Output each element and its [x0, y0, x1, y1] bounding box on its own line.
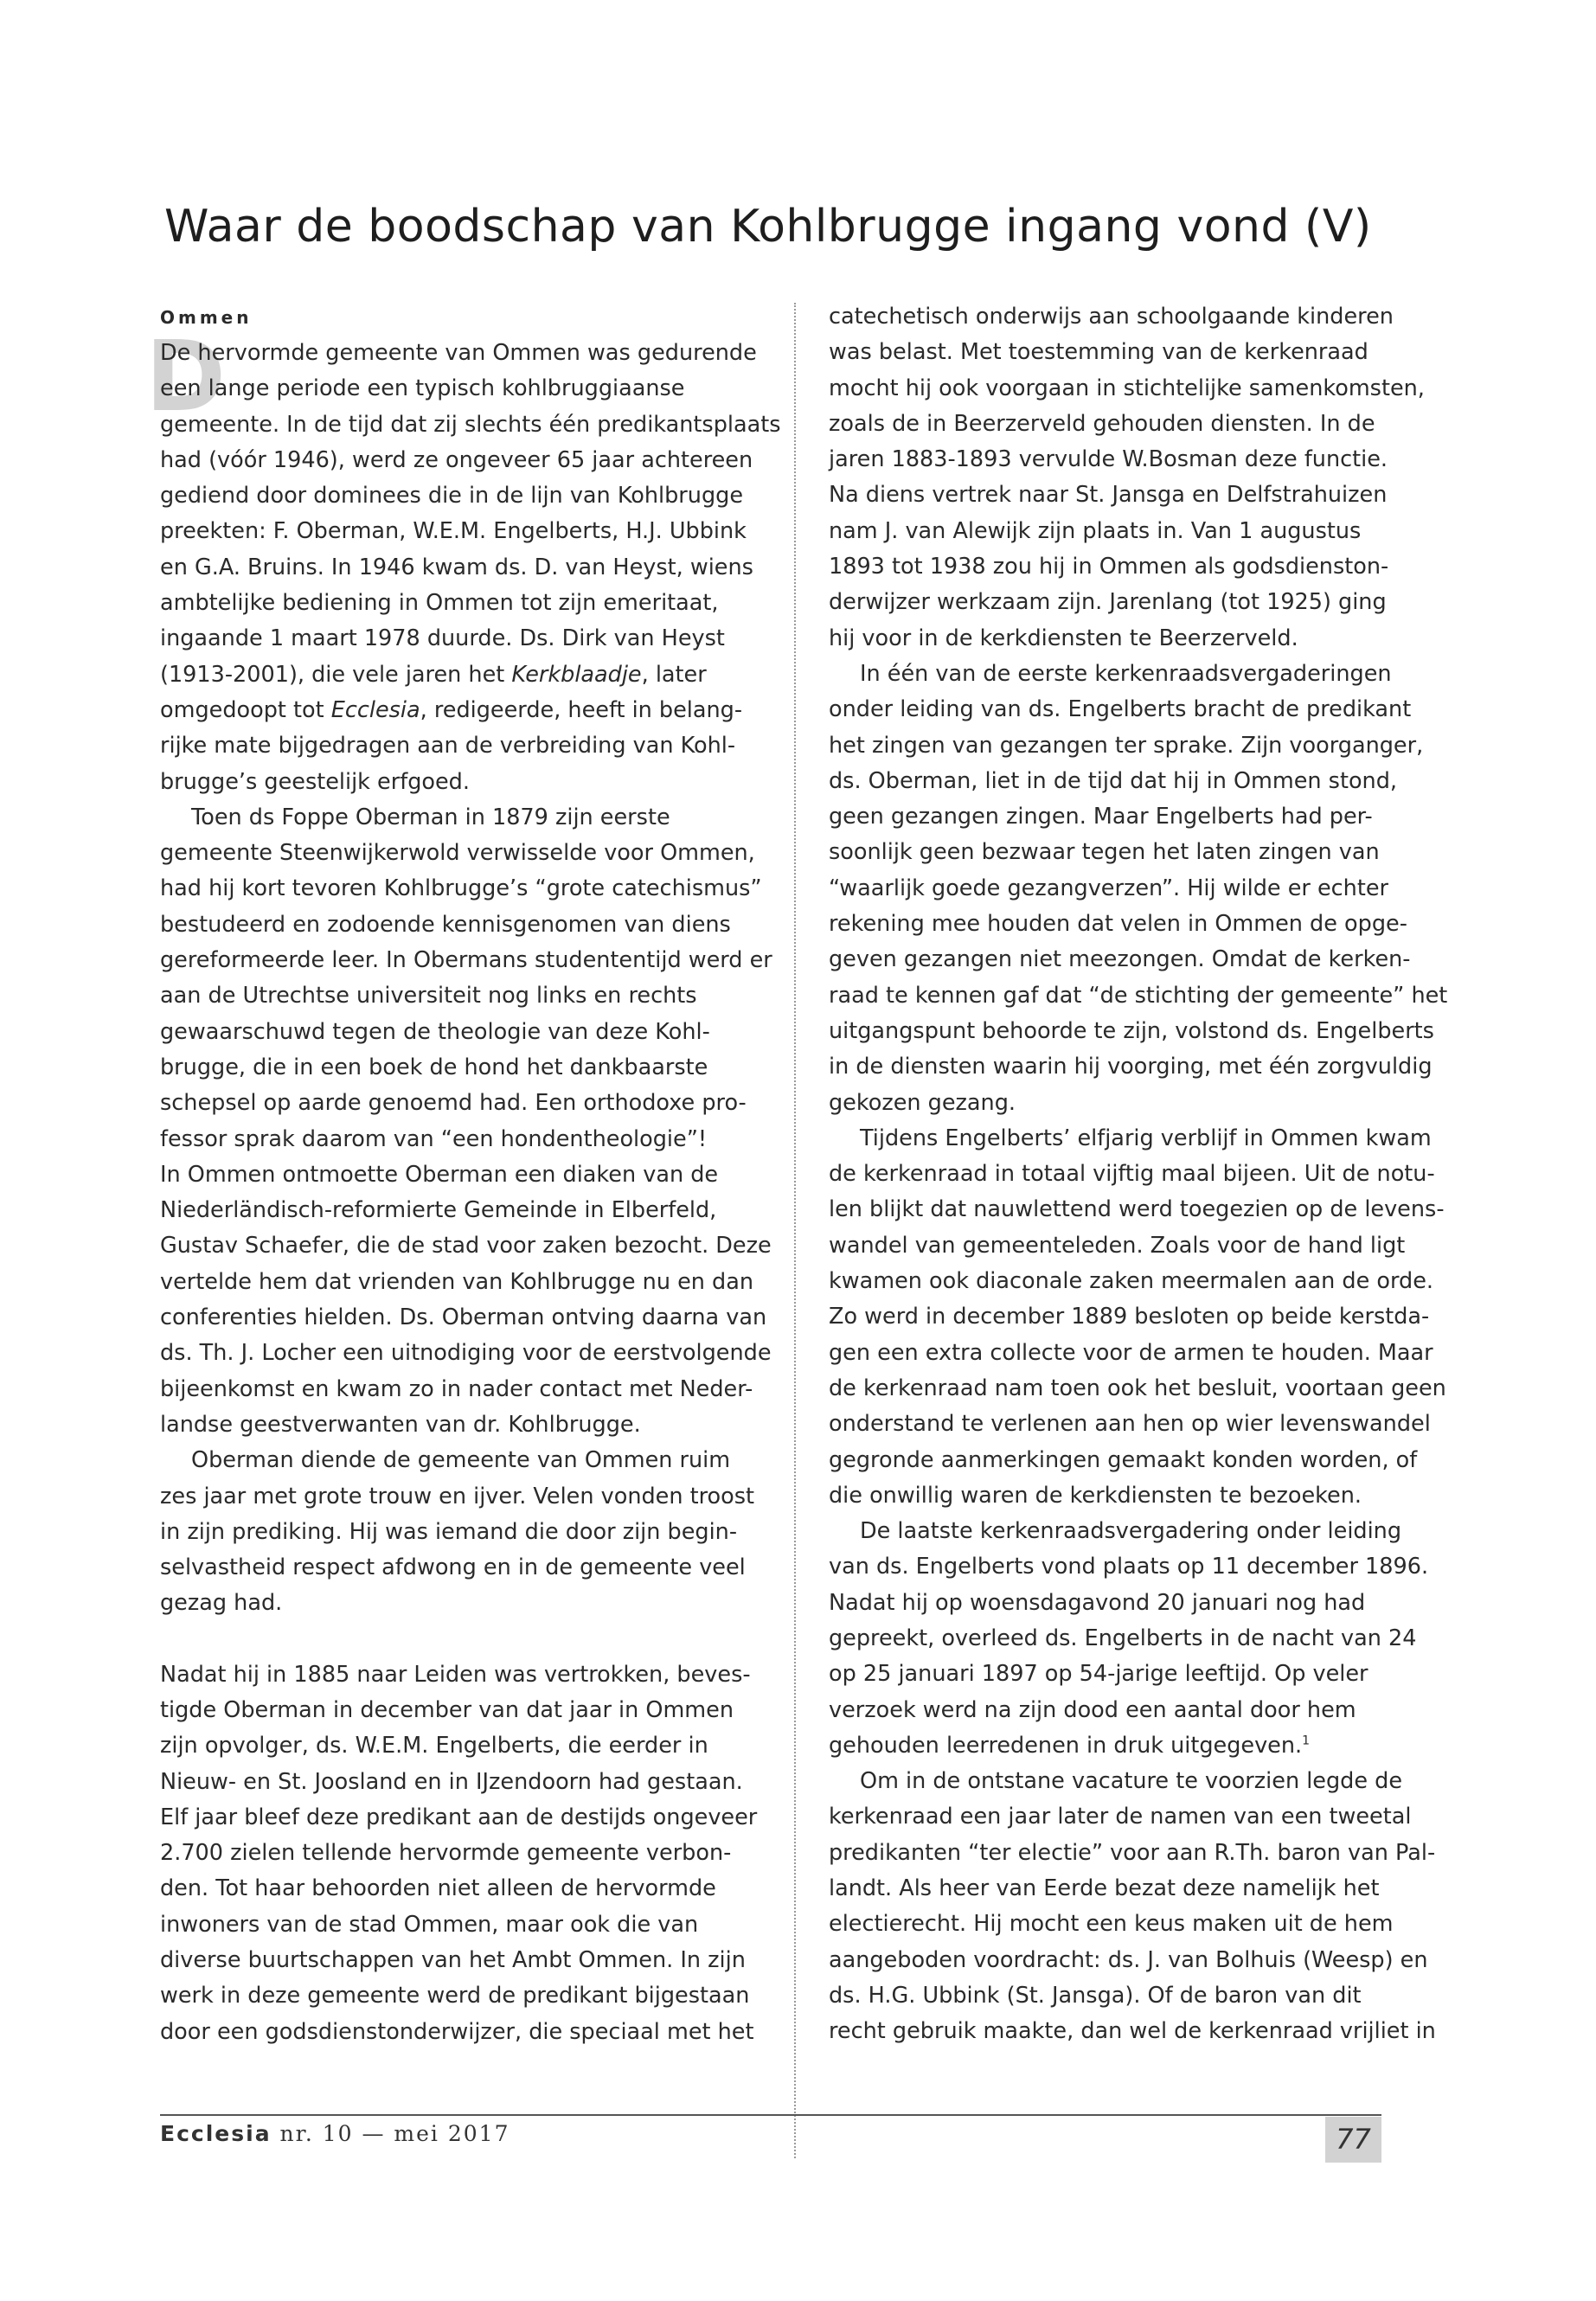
text-segment: door een godsdienstonderwijzer, die speciaal met het: [160, 2018, 754, 2045]
text-segment: Niederländisch-reformierte Gemeinde in Elberfeld,: [160, 1197, 717, 1224]
text-segment: conferenties hielden. Ds. Oberman ontving daarna van: [160, 1304, 767, 1331]
footer: [160, 2121, 510, 2146]
text-line: [160, 1907, 771, 1943]
text-segment: wandel van gemeenteleden. Zoals voor de hand ligt: [829, 1232, 1406, 1259]
text-segment: Oberman diende de gemeente van Ommen ruim: [191, 1447, 731, 1474]
text-line: [829, 907, 1439, 942]
text-line: [829, 1764, 1439, 1799]
text-line: [829, 1836, 1439, 1871]
text-line: [160, 550, 771, 586]
text-segment: nam J. van Alewijk zijn plaats in. Van 1 augustus: [829, 517, 1362, 544]
text-segment: onder leiding van ds. Engelberts bracht de predikant: [829, 696, 1412, 723]
text-segment: had hij kort tevoren Kohlbrugge’s “grote catechismus”: [160, 875, 762, 902]
text-line: [829, 835, 1439, 870]
paragraph-gap: [160, 1622, 771, 1657]
text-line: [160, 1515, 771, 1550]
text-line: [829, 407, 1439, 442]
text-line: [160, 836, 771, 871]
journal-name: Ecclesia: [160, 2121, 272, 2146]
text-segment: Om in de ontstane vacature te voorzien legde de: [860, 1768, 1403, 1795]
text-line: [160, 514, 771, 549]
column-divider: [794, 303, 796, 2158]
text-line: [829, 1799, 1439, 1835]
text-line: [829, 514, 1439, 549]
text-line: [829, 1121, 1439, 1157]
text-segment: brugge’s geestelijk erfgoed.: [160, 768, 470, 795]
text-segment: Nadat hij op woensdagavond 20 januari nog had: [829, 1589, 1366, 1616]
issue-info: nr. 10 — mei 2017: [279, 2121, 510, 2146]
text-line: [160, 478, 771, 514]
text-segment: len blijkt dat nauwlettend werd toegezien op de levens-: [829, 1196, 1445, 1223]
text-segment: zoals de in Beerzerveld gehouden diensten. In de: [829, 410, 1375, 437]
drop-cap: D: [145, 321, 226, 433]
text-line: [160, 943, 771, 978]
text-line: [160, 871, 771, 907]
text-segment: fessor sprak daarom van “een hondentheologie”!: [160, 1125, 708, 1152]
text-segment: rekening mee houden dat velen in Ommen de opge-: [829, 911, 1407, 938]
text-line: [829, 585, 1439, 620]
text-segment: verzoek werd na zijn dood een aantal door hem: [829, 1696, 1356, 1723]
text-segment: zes jaar met grote trouw en ijver. Velen vonden troost: [160, 1483, 755, 1509]
text-segment: gehouden leerredenen in druk uitgegeven.: [829, 1732, 1303, 1759]
text-line: [160, 907, 771, 943]
text-line: [829, 478, 1439, 513]
text-line: [160, 1728, 771, 1764]
text-segment: gemeente. In de tijd dat zij slechts één predikantsplaats: [160, 411, 781, 438]
text-segment: selvastheid respect afdwong en in de gemeente veel: [160, 1554, 746, 1581]
text-line: [160, 1372, 771, 1407]
article-title: Waar de boodschap van Kohlbrugge ingang vond (V): [164, 201, 1372, 253]
text-line: [829, 764, 1439, 799]
text-line: [160, 1157, 771, 1193]
text-line: [829, 1514, 1439, 1549]
text-line: [829, 2014, 1439, 2049]
text-segment: In één van de eerste kerkenraadsvergaderingen: [860, 660, 1392, 687]
text-segment: op 25 januari 1897 op 54-jarige leeftijd. Op veler: [829, 1661, 1368, 1688]
section-heading: Ommen: [160, 307, 253, 328]
text-segment: den. Tot haar behoorden niet alleen de hervormde: [160, 1875, 716, 1902]
text-line: [829, 1549, 1439, 1585]
text-segment: gemeente Steenwijkerwold verwisselde voor Ommen,: [160, 840, 755, 867]
text-line: [829, 1336, 1439, 1371]
footer-rule: [160, 2114, 1381, 2116]
text-line: [160, 800, 771, 836]
text-segment: ds. Th. J. Locher een uitnodiging voor de eerstvolgende: [160, 1340, 772, 1367]
text-line: [829, 1978, 1439, 2014]
italic-text: Kerkblaadje: [511, 661, 642, 688]
text-line: [829, 728, 1439, 764]
text-segment: ds. Oberman, liet in de tijd dat hij in Ommen stond,: [829, 767, 1398, 794]
text-line: [160, 1800, 771, 1836]
text-segment: , later: [641, 661, 707, 688]
text-line: [829, 1192, 1445, 1227]
text-segment: 2.700 zielen tellende hervormde gemeente verbon-: [160, 1840, 732, 1867]
text-segment: de kerkenraad nam toen ook het besluit, voortaan geen: [829, 1375, 1446, 1401]
text-segment: De laatste kerkenraadsvergadering onder leiding: [860, 1518, 1402, 1545]
text-line: [829, 1871, 1439, 1907]
text-line: [829, 549, 1439, 585]
text-line: [829, 1157, 1439, 1192]
text-line: [160, 1657, 771, 1693]
text-line: [160, 1193, 771, 1228]
text-line: [160, 1443, 771, 1478]
text-segment: ds. H.G. Ubbink (St. Jansga). Of de baron van dit: [829, 1982, 1362, 2009]
text-line: [160, 1765, 771, 1800]
text-segment: landse geestverwanten van dr. Kohlbrugge.: [160, 1411, 641, 1438]
text-segment: derwijzer werkzaam zijn. Jarenlang (tot 1925) ging: [829, 589, 1387, 616]
text-segment: tigde Oberman in december van dat jaar in Ommen: [160, 1696, 734, 1723]
text-segment: gereformeerde leer. In Obermans studententijd werd er: [160, 947, 772, 974]
text-line: [160, 1265, 771, 1300]
text-line: [160, 693, 771, 728]
text-line: [829, 1657, 1439, 1692]
text-segment: gewaarschuwd tegen de theologie van deze Kohl-: [160, 1018, 710, 1045]
text-segment: aangeboden voordracht: ds. J. van Bolhuis (Weesp) en: [829, 1946, 1428, 1973]
text-segment: raad te kennen gaf dat “de stichting der gemeente” het: [829, 982, 1448, 1009]
text-line: [829, 442, 1439, 478]
text-line: [829, 1621, 1439, 1657]
text-segment: jaren 1883-1893 vervulde W.Bosman deze functie.: [829, 446, 1388, 473]
text-line: [829, 335, 1439, 370]
text-line: [829, 1371, 1446, 1407]
text-line: [160, 1336, 771, 1371]
text-segment: Na diens vertrek naar St. Jansga en Delfstrahuizen: [829, 482, 1388, 509]
text-line: [160, 621, 771, 657]
text-line: [829, 871, 1439, 907]
text-line: [829, 1728, 1439, 1764]
text-line: [829, 371, 1439, 407]
text-segment: gegronde aanmerkingen gemaakt konden worden, of: [829, 1446, 1418, 1473]
text-line: [829, 657, 1439, 692]
text-segment: mocht hij ook voorgaan in stichtelijke samenkomsten,: [829, 375, 1425, 401]
italic-text: Ecclesia: [330, 696, 420, 723]
text-segment: gekozen gezang.: [829, 1089, 1016, 1116]
text-segment: ambtelijke bediening in Ommen tot zijn emeritaat,: [160, 590, 719, 617]
text-line: [160, 443, 771, 478]
text-segment: electierecht. Hij mocht een keus maken uit de hem: [829, 1911, 1394, 1938]
text-segment: preekten: F. Oberman, W.E.M. Engelberts, H.J. Ubbink: [160, 518, 747, 545]
text-segment: uitgangspunt behoorde te zijn, volstond ds. Engelberts: [829, 1017, 1434, 1044]
text-segment: van ds. Engelberts vond plaats op 11 december 1896.: [829, 1554, 1429, 1580]
text-segment: (1913-2001), die vele jaren het: [160, 661, 512, 688]
footnote-ref: 1: [1302, 1734, 1311, 1748]
text-line: [160, 978, 771, 1014]
text-segment: In Ommen ontmoette Oberman een diaken van de: [160, 1161, 719, 1188]
text-segment: schepsel op aarde genoemd had. Een orthodoxe pro-: [160, 1090, 747, 1117]
text-segment: Toen ds Foppe Oberman in 1879 zijn eerste: [191, 804, 670, 830]
text-segment: gediend door dominees die in de lijn van Kohlbrugge: [160, 483, 744, 510]
text-segment: Tijdens Engelberts’ elfjarig verblijf in Ommen kwam: [860, 1125, 1432, 1151]
text-segment: ingaande 1 maart 1978 duurde. Ds. Dirk van Heyst: [160, 625, 725, 652]
text-segment: inwoners van de stad Ommen, maar ook die van: [160, 1911, 699, 1938]
text-line: [160, 1228, 771, 1264]
text-segment: Nadat hij in 1885 naar Leiden was vertrokken, beves-: [160, 1661, 751, 1688]
text-line: [160, 1122, 771, 1157]
text-line: [829, 1086, 1439, 1121]
text-line: [160, 1943, 771, 1978]
text-line: [829, 978, 1448, 1014]
text-line: [829, 1407, 1439, 1442]
text-line: [160, 1086, 771, 1121]
text-line: [160, 371, 771, 407]
text-line: [829, 1264, 1439, 1299]
text-segment: gezag had.: [160, 1590, 283, 1617]
text-segment: kerkenraad een jaar later de namen van een tweetal: [829, 1804, 1412, 1830]
text-segment: Nieuw- en St. Joosland en in IJzendoorn had gestaan.: [160, 1768, 743, 1795]
text-segment: bestudeerd en zodoende kennisgenomen van diens: [160, 911, 731, 938]
text-segment: had (vóór 1946), werd ze ongeveer 65 jaar achtereen: [160, 446, 753, 473]
text-line: [829, 1586, 1439, 1621]
text-line: [160, 1836, 771, 1871]
text-line: [160, 728, 771, 764]
text-line: [160, 1300, 771, 1336]
text-line: [829, 799, 1439, 835]
text-segment: soonlijk geen bezwaar tegen het laten zingen van: [829, 839, 1380, 866]
text-line: [829, 1049, 1439, 1085]
text-segment: “waarlijk goede gezangverzen”. Hij wilde er echter: [829, 875, 1389, 901]
text-line: [829, 1443, 1439, 1478]
page-number: 77: [1325, 2117, 1381, 2163]
text-line: [160, 1050, 771, 1086]
text-segment: een lange periode een typisch kohlbruggiaanse: [160, 375, 685, 402]
text-segment: bijeenkomst en kwam zo in nader contact met Neder-: [160, 1375, 753, 1402]
text-segment: Elf jaar bleef deze predikant aan de destijds ongeveer: [160, 1804, 758, 1830]
text-line: [160, 407, 781, 443]
text-line: [829, 1943, 1439, 1978]
text-line: [160, 1015, 771, 1050]
text-line: [829, 1693, 1439, 1728]
text-segment: en G.A. Bruins. In 1946 kwam ds. D. van Heyst, wiens: [160, 554, 753, 580]
text-segment: geven gezangen niet meezongen. Omdat de kerken-: [829, 946, 1411, 973]
text-segment: in de diensten waarin hij voorging, met één zorgvuldig: [829, 1054, 1433, 1080]
text-segment: in zijn prediking. Hij was iemand die door zijn begin-: [160, 1518, 738, 1545]
text-segment: geen gezangen zingen. Maar Engelberts had per-: [829, 804, 1373, 830]
text-segment: was belast. Met toestemming van de kerkenraad: [829, 339, 1368, 366]
text-segment: werk in deze gemeente werd de predikant bijgestaan: [160, 1983, 750, 2009]
text-line: [829, 1228, 1439, 1264]
text-line: [160, 2015, 771, 2050]
text-segment: De hervormde gemeente van Ommen was gedurende: [160, 340, 757, 366]
text-line: [160, 1550, 771, 1586]
text-line: [160, 336, 771, 371]
text-segment: catechetisch onderwijs aan schoolgaande kinderen: [829, 304, 1394, 330]
text-segment: rijke mate bijgedragen aan de verbreiding van Kohl-: [160, 733, 736, 760]
text-segment: gen een extra collecte voor de armen te houden. Maar: [829, 1339, 1433, 1366]
text-segment: brugge, die in een boek de hond het dankbaarste: [160, 1054, 708, 1080]
text-segment: de kerkenraad in totaal vijftig maal bijeen. Uit de notu-: [829, 1161, 1435, 1188]
text-line: [160, 1693, 771, 1728]
text-segment: zijn opvolger, ds. W.E.M. Engelberts, die eerder in: [160, 1733, 708, 1759]
text-line: [160, 1871, 771, 1907]
text-segment: predikanten “ter electie” voor aan R.Th. baron van Pal-: [829, 1839, 1436, 1866]
left-column: [160, 300, 781, 2050]
text-segment: , redigeerde, heeft in belang-: [420, 696, 743, 723]
text-segment: het zingen van gezangen ter sprake. Zijn voorganger,: [829, 732, 1424, 759]
text-segment: diverse buurtschappen van het Ambt Ommen. In zijn: [160, 1947, 746, 1974]
text-line: [160, 1407, 771, 1443]
text-segment: recht gebruik maakte, dan wel de kerkenraad vrijliet in: [829, 2018, 1436, 2045]
text-segment: 1893 tot 1938 zou hij in Ommen als godsdienston-: [829, 554, 1389, 580]
text-line: [829, 299, 1439, 335]
text-segment: vertelde hem dat vrienden van Kohlbrugge nu en dan: [160, 1268, 754, 1295]
text-segment: omgedoopt tot: [160, 696, 331, 723]
text-segment: die onwillig waren de kerkdiensten te bezoeken.: [829, 1482, 1362, 1509]
text-line: [829, 1478, 1439, 1514]
text-line: [160, 1479, 771, 1515]
text-segment: gepreekt, overleed ds. Engelberts in de nacht van 24: [829, 1625, 1417, 1651]
text-segment: kwamen ook diaconale zaken meermalen aan de orde.: [829, 1268, 1434, 1295]
text-segment: hij voor in de kerkdiensten te Beerzerveld.: [829, 625, 1298, 651]
text-line: [829, 1907, 1439, 1942]
text-line: [160, 1586, 771, 1621]
text-segment: onderstand te verlenen aan hen op wier levenswandel: [829, 1411, 1431, 1438]
text-line: [829, 942, 1439, 977]
text-line: [829, 692, 1439, 727]
text-line: [160, 765, 771, 800]
text-line: [829, 1014, 1439, 1049]
text-line: [160, 1978, 771, 2014]
text-segment: Gustav Schaefer, die de stad voor zaken bezocht. Deze: [160, 1233, 772, 1259]
text-line: [829, 1299, 1439, 1335]
text-line: [160, 657, 771, 693]
text-line: [160, 586, 771, 621]
text-segment: Zo werd in december 1889 besloten op beide kerstda-: [829, 1304, 1430, 1330]
text-line: [829, 621, 1439, 657]
text-segment: landt. Als heer van Eerde bezat deze namelijk het: [829, 1875, 1380, 1902]
text-segment: aan de Utrechtse universiteit nog links en rechts: [160, 983, 697, 1009]
right-column: [829, 299, 1448, 2050]
